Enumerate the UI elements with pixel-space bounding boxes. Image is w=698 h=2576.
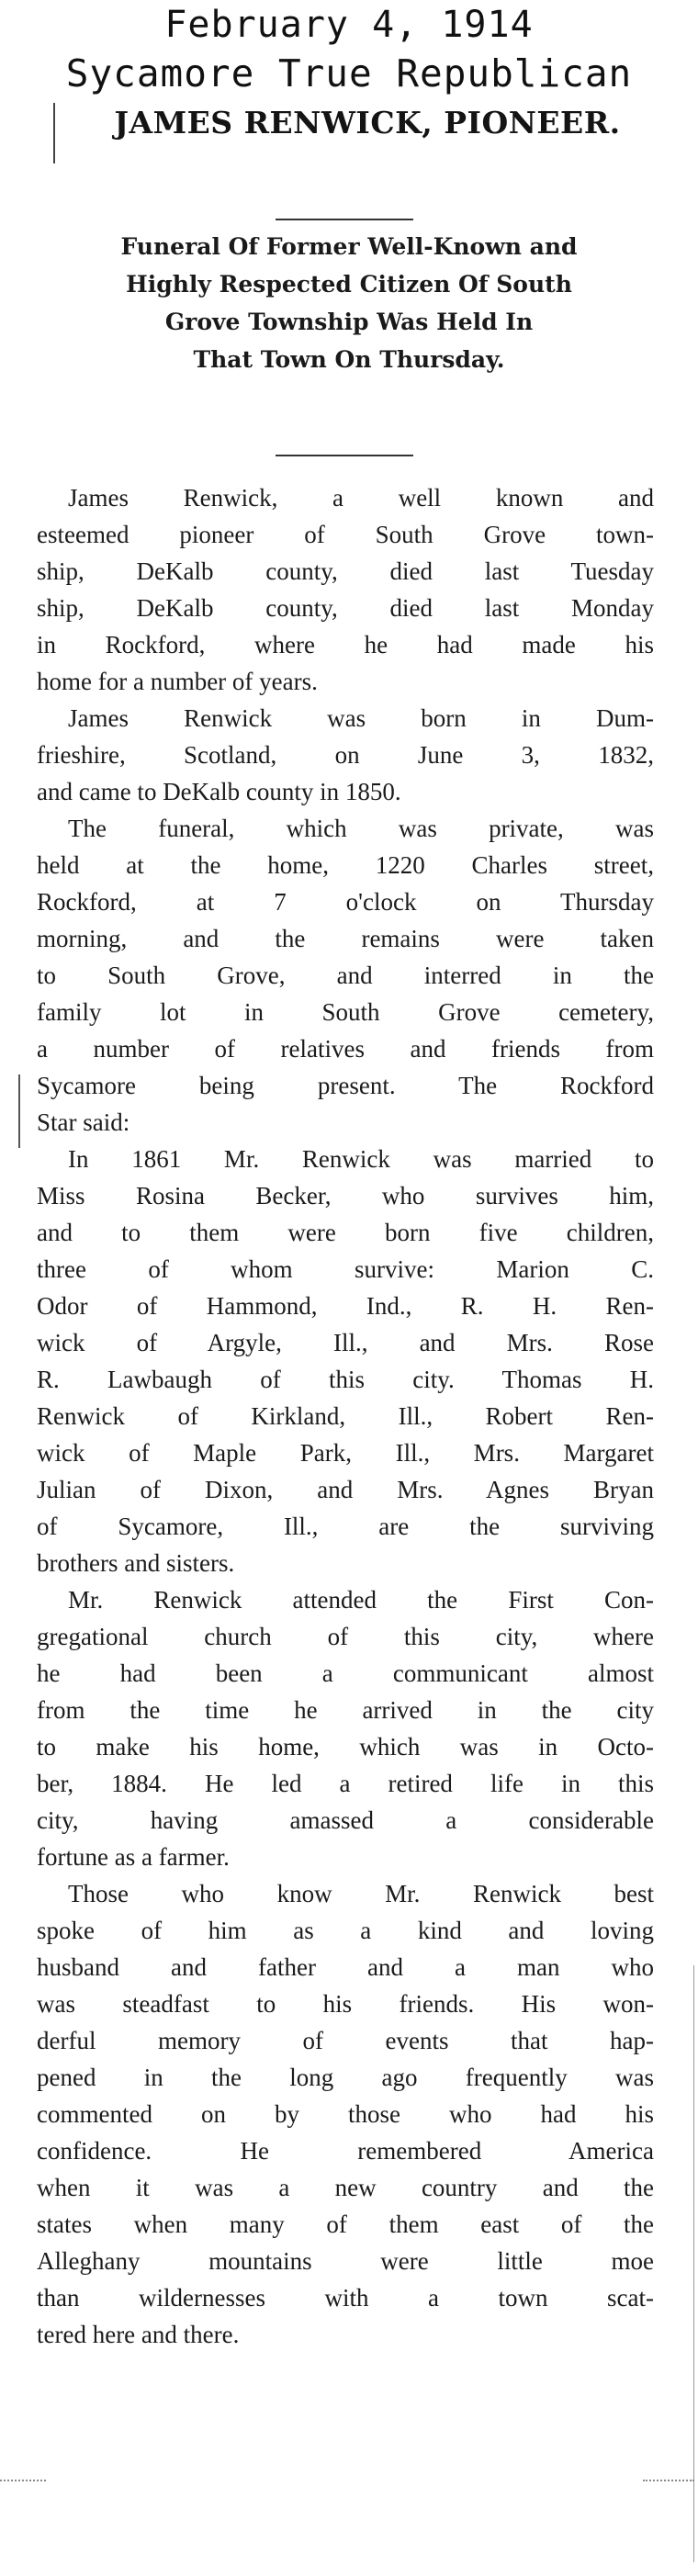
text-line: tered here and there. [37, 2321, 240, 2348]
article-paragraph [37, 1581, 654, 1875]
text-line: Sycamore being present. The Rockford [37, 1072, 654, 1099]
text-line: wick of Argyle, Ill., and Mrs. Rose [37, 1329, 654, 1356]
separator-rule [276, 219, 413, 220]
text-line: husband and father and a man who [37, 1953, 654, 1981]
text-line: Those who know Mr. Renwick best [68, 1880, 654, 1907]
text-line: when it was a new country and the [37, 2174, 654, 2201]
article-paragraph [37, 1141, 654, 1581]
text-line: James Renwick was born in Dum- [68, 704, 654, 732]
text-line: ber, 1884. He led a retired life in this [37, 1770, 654, 1797]
text-line: wick of Maple Park, Ill., Mrs. Margaret [37, 1439, 654, 1467]
text-line: confidence. He remembered America [37, 2137, 654, 2165]
text-line: held at the home, 1220 Charles street, [37, 851, 654, 879]
text-line: In 1861 Mr. Renwick was married to [68, 1145, 654, 1173]
text-line: three of whom survive: Marion C. [37, 1255, 654, 1283]
text-line: ship, DeKalb county, died last Monday [37, 594, 654, 622]
text-line: from the time he arrived in the city [37, 1696, 654, 1724]
text-line: esteemed pioneer of South Grove town- [37, 521, 654, 548]
text-line: Julian of Dixon, and Mrs. Agnes Bryan [37, 1476, 654, 1503]
article-subhead [37, 228, 661, 378]
dotted-rule [0, 2480, 46, 2481]
text-line: and came to DeKalb county in 1850. [37, 778, 401, 805]
separator-rule [276, 455, 413, 456]
text-line: to South Grove, and interred in the [37, 962, 654, 989]
subhead-line: Funeral Of Former Well-Known and [120, 233, 578, 260]
clipping-date: February 4, 1914 [164, 4, 534, 46]
text-line: frieshire, Scotland, on June 3, 1832, [37, 741, 654, 769]
article-paragraph [37, 810, 654, 1141]
text-line: spoke of him as a kind and loving [37, 1917, 654, 1944]
column-rule [18, 1074, 20, 1148]
text-line: to make his home, which was in Octo- [37, 1733, 654, 1760]
subhead-line: Highly Respected Citizen Of South [126, 271, 572, 298]
text-line: James Renwick, a well known and [68, 484, 654, 512]
article-paragraph [37, 700, 654, 810]
text-line: of Sycamore, Ill., are the surviving [37, 1513, 654, 1540]
newspaper-name: Sycamore True Republican [65, 51, 633, 96]
text-line: Star said: [37, 1108, 130, 1136]
text-line: and to them were born five children, [37, 1219, 654, 1246]
article-headline: JAMES RENWICK, PIONEER. [114, 105, 621, 141]
text-line: R. Lawbaugh of this city. Thomas H. [37, 1366, 654, 1393]
text-line: Odor of Hammond, Ind., R. H. Ren- [37, 1292, 654, 1320]
text-line: pened in the long ago frequently was [37, 2064, 654, 2091]
text-line: The funeral, which was private, was [68, 815, 654, 842]
text-line: ship, DeKalb county, died last Tuesday [37, 557, 654, 585]
article-paragraph [37, 479, 654, 700]
subhead-line: That Town On Thursday. [193, 346, 505, 373]
text-line: Renwick of Kirkland, Ill., Robert Ren- [37, 1402, 654, 1430]
text-line: home for a number of years. [37, 668, 318, 695]
text-line: Alleghany mountains were little moe [37, 2247, 654, 2275]
text-line: morning, and the remains were taken [37, 925, 654, 952]
text-line: he had been a communicant almost [37, 1659, 654, 1687]
text-line: commented on by those who had his [37, 2100, 654, 2128]
subhead-line: Grove Township Was Held In [164, 309, 534, 335]
text-line: fortune as a farmer. [37, 1843, 230, 1871]
text-line: a number of relatives and friends from [37, 1035, 654, 1063]
text-line: derful memory of events that hap- [37, 2027, 654, 2054]
text-line: than wildernesses with a town scat- [37, 2284, 654, 2312]
text-line: Rockford, at 7 o'clock on Thursday [37, 888, 654, 916]
article-paragraph [37, 1875, 654, 2353]
text-line: states when many of them east of the [37, 2210, 654, 2238]
text-line: in Rockford, where he had made his [37, 631, 654, 658]
text-line: gregational church of this city, where [37, 1623, 654, 1650]
dotted-rule [643, 2480, 694, 2481]
article-body [37, 479, 654, 2353]
text-line: was steadfast to his friends. His won- [37, 1990, 654, 2018]
text-line: brothers and sisters. [37, 1549, 235, 1577]
text-line: Mr. Renwick attended the First Con- [68, 1586, 654, 1614]
text-line: city, having amassed a considerable [37, 1806, 654, 1834]
column-rule [693, 1965, 694, 2562]
text-line: family lot in South Grove cemetery, [37, 998, 654, 1026]
text-line: Miss Rosina Becker, who survives him, [37, 1182, 654, 1209]
